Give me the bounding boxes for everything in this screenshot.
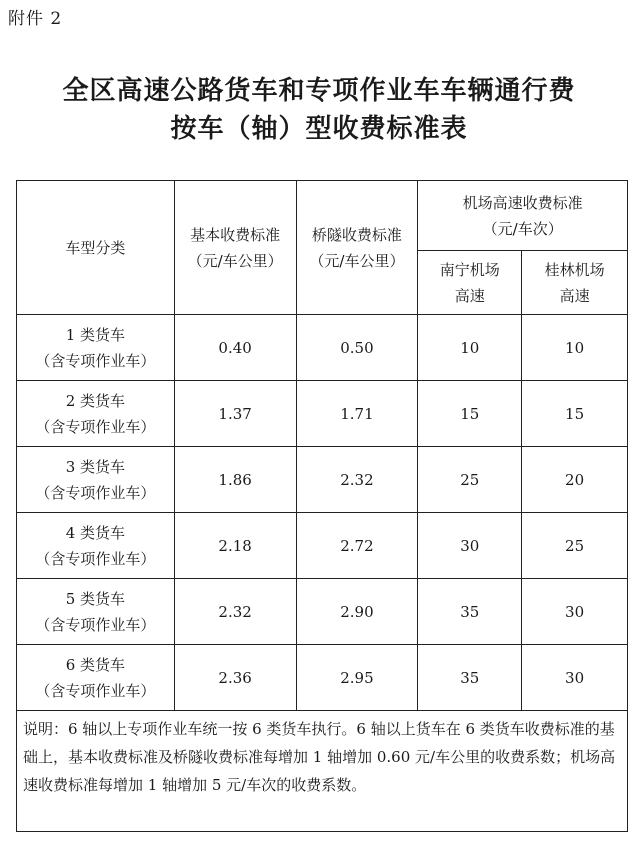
row-category <box>17 579 175 645</box>
note-row <box>17 711 628 832</box>
cell-basic: 0.40 <box>174 315 296 381</box>
header-bridge-fee <box>296 181 418 315</box>
category-name: 5 类货车 <box>65 589 126 608</box>
cell-bridge: 2.32 <box>296 447 418 513</box>
header-airport-fee-line1: 机场高速收费标准 <box>462 193 583 212</box>
header-guilin-line1: 桂林机场 <box>544 260 605 279</box>
category-sub: （含专项作业车） <box>35 351 156 370</box>
cell-bridge: 2.90 <box>296 579 418 645</box>
cell-nanning: 10 <box>418 315 522 381</box>
cell-bridge: 2.72 <box>296 513 418 579</box>
cell-nanning: 15 <box>418 381 522 447</box>
row-category <box>17 315 175 381</box>
fee-standard-table <box>16 180 628 832</box>
category-sub: （含专项作业车） <box>35 417 156 436</box>
category-name: 6 类货车 <box>65 655 126 674</box>
category-sub: （含专项作业车） <box>35 615 156 634</box>
header-basic-fee <box>174 181 296 315</box>
category-name: 4 类货车 <box>65 523 126 542</box>
cell-nanning: 35 <box>418 579 522 645</box>
cell-guilin: 10 <box>522 315 628 381</box>
table-row <box>17 315 628 381</box>
header-airport-fee <box>418 181 628 251</box>
row-category <box>17 513 175 579</box>
cell-bridge: 2.95 <box>296 645 418 711</box>
row-category <box>17 645 175 711</box>
table-row <box>17 579 628 645</box>
table-row <box>17 513 628 579</box>
cell-nanning: 25 <box>418 447 522 513</box>
document-title <box>0 72 638 148</box>
header-basic-fee-line1: 基本收费标准 <box>190 225 281 244</box>
title-line-1: 全区高速公路货车和专项作业车车辆通行费 <box>62 76 576 106</box>
title-line-2: 按车（轴）型收费标准表 <box>170 114 468 144</box>
cell-bridge: 0.50 <box>296 315 418 381</box>
header-bridge-fee-line1: 桥隧收费标准 <box>311 225 402 244</box>
cell-guilin: 20 <box>522 447 628 513</box>
row-category <box>17 381 175 447</box>
row-category <box>17 447 175 513</box>
attachment-label: 附件 2 <box>8 9 63 29</box>
header-airport-fee-line2: （元/车次） <box>482 219 563 238</box>
category-name: 1 类货车 <box>65 325 126 344</box>
category-name: 3 类货车 <box>65 457 126 476</box>
header-basic-fee-line2: （元/车公里） <box>187 251 283 270</box>
header-nanning-line2: 高速 <box>454 286 485 305</box>
table-note: 说明：6 轴以上专项作业车统一按 6 类货车执行。6 轴以上货车在 6 类货车收费标准的基础上，基本收费标准及桥隧收费标准每增加 1 轴增加 0.60 元/车公里的收费系数；机场高速收费标准每增加 1 轴增加 5 元/车次的收费系数。 <box>17 711 628 832</box>
category-name: 2 类货车 <box>65 391 126 410</box>
cell-nanning: 35 <box>418 645 522 711</box>
cell-basic: 1.37 <box>174 381 296 447</box>
cell-guilin: 30 <box>522 645 628 711</box>
cell-guilin: 25 <box>522 513 628 579</box>
cell-basic: 1.86 <box>174 447 296 513</box>
cell-basic: 2.36 <box>174 645 296 711</box>
cell-nanning: 30 <box>418 513 522 579</box>
header-guilin-airport <box>522 251 628 315</box>
category-sub: （含专项作业车） <box>35 483 156 502</box>
header-nanning-airport <box>418 251 522 315</box>
category-sub: （含专项作业车） <box>35 549 156 568</box>
header-category: 车型分类 <box>17 181 175 315</box>
header-nanning-line1: 南宁机场 <box>439 260 500 279</box>
header-row-1 <box>17 181 628 251</box>
header-bridge-fee-line2: （元/车公里） <box>309 251 405 270</box>
cell-bridge: 1.71 <box>296 381 418 447</box>
cell-guilin: 15 <box>522 381 628 447</box>
header-guilin-line2: 高速 <box>559 286 590 305</box>
category-sub: （含专项作业车） <box>35 681 156 700</box>
table-row <box>17 645 628 711</box>
table-row <box>17 381 628 447</box>
cell-basic: 2.18 <box>174 513 296 579</box>
cell-guilin: 30 <box>522 579 628 645</box>
table-row <box>17 447 628 513</box>
cell-basic: 2.32 <box>174 579 296 645</box>
